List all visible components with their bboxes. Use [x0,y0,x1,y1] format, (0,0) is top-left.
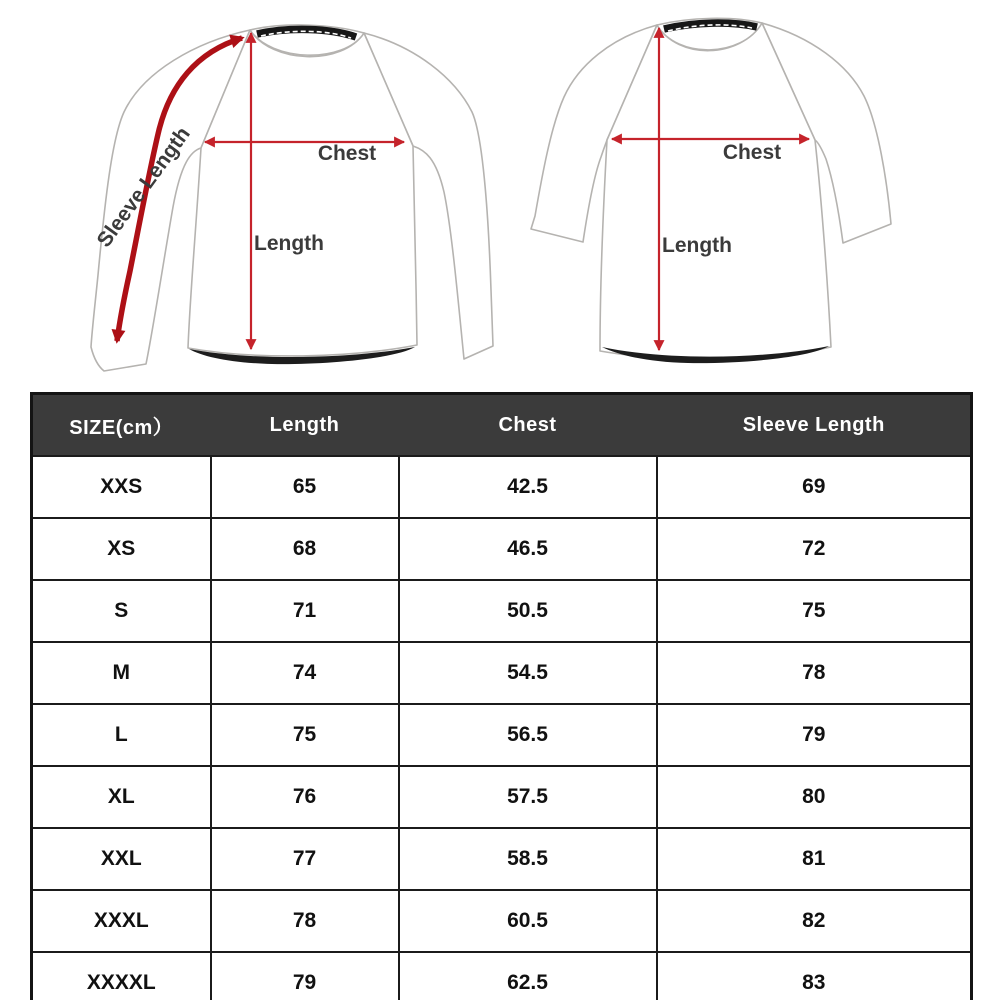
length-cell: 75 [211,704,399,766]
right-length-label: Length [662,234,732,257]
left-length-label: Length [254,232,324,255]
right-chest-label: Chest [722,141,782,164]
table-row [32,952,972,1000]
col-header-chest: Chest [399,394,657,457]
left-shirt-long-sleeve [91,25,493,371]
sleeve-cell: 83 [657,952,972,1000]
chest-cell: 56.5 [399,704,657,766]
sleeve-cell: 69 [657,456,972,518]
sleeve-cell: 81 [657,828,972,890]
size-table-body [32,456,972,1000]
size-cell: XXXL [32,890,211,952]
col-header-length: Length [211,394,399,457]
right-shirt-three-quarter-sleeve [531,18,891,363]
length-cell: 65 [211,456,399,518]
sleeve-cell: 78 [657,642,972,704]
sleeve-cell: 80 [657,766,972,828]
length-cell: 77 [211,828,399,890]
table-row [32,704,972,766]
size-table [30,392,973,1000]
table-row [32,890,972,952]
length-cell: 76 [211,766,399,828]
table-row [32,456,972,518]
left-chest-label: Chest [317,142,377,165]
size-cell: L [32,704,211,766]
sleeve-cell: 72 [657,518,972,580]
size-cell: XS [32,518,211,580]
col-header-sleeve-length: Sleeve Length [657,394,972,457]
chest-cell: 58.5 [399,828,657,890]
size-cell: XL [32,766,211,828]
sleeve-cell: 75 [657,580,972,642]
chest-cell: 46.5 [399,518,657,580]
table-row [32,580,972,642]
chest-cell: 42.5 [399,456,657,518]
size-cell: XXS [32,456,211,518]
length-cell: 74 [211,642,399,704]
size-table-header [32,394,972,457]
col-header-size: SIZE(cm） [32,394,211,457]
chest-cell: 62.5 [399,952,657,1000]
size-cell: M [32,642,211,704]
chest-cell: 54.5 [399,642,657,704]
sleeve-cell: 79 [657,704,972,766]
sleeve-length-label: Sleeve Length [92,122,195,252]
size-cell: XXXXL [32,952,211,1000]
chest-cell: 50.5 [399,580,657,642]
shirt-measurement-diagram [0,0,1000,385]
table-row [32,766,972,828]
length-cell: 79 [211,952,399,1000]
table-row [32,642,972,704]
length-cell: 68 [211,518,399,580]
table-row [32,828,972,890]
chest-cell: 57.5 [399,766,657,828]
chest-cell: 60.5 [399,890,657,952]
size-cell: S [32,580,211,642]
sleeve-cell: 82 [657,890,972,952]
header-row [32,394,972,457]
length-cell: 71 [211,580,399,642]
table-row [32,518,972,580]
length-cell: 78 [211,890,399,952]
size-cell: XXL [32,828,211,890]
